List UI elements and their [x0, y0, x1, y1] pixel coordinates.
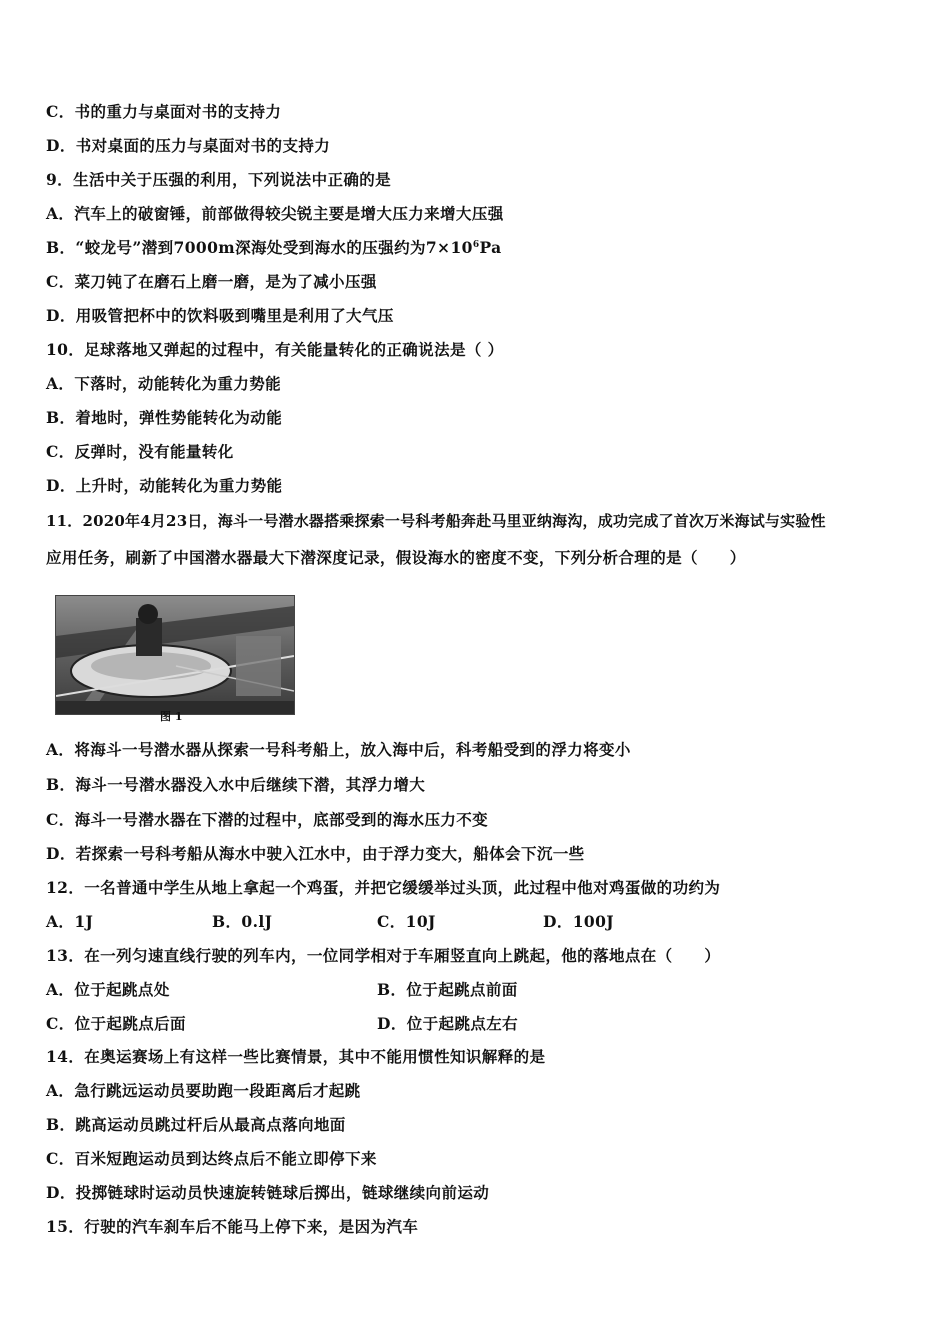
q13-option-c: C．位于起跳点后面	[46, 1014, 186, 1033]
q10-option-d: D．上升时，动能转化为重力势能	[46, 476, 283, 495]
q12-option-a: A．1J	[46, 912, 94, 931]
q14-option-d: D．投掷链球时运动员快速旋转链球后掷出，链球继续向前运动	[46, 1183, 490, 1202]
q11-option-c: C．海斗一号潜水器在下潜的过程中，底部受到的海水压力不变	[46, 810, 489, 829]
q11-stem-line1: 11．2020年4月23日，海斗一号潜水器搭乘探索一号科考船奔赴马里亚纳海沟，成功完成了首次万米海试与实验性	[46, 512, 826, 530]
q10-option-a: A．下落时，动能转化为重力势能	[46, 374, 282, 393]
photo-caption: 图 1	[160, 710, 183, 723]
q14-option-a: A．急行跳远运动员要助跑一段距离后才起跳	[46, 1081, 361, 1100]
q10-stem: 10．足球落地又弹起的过程中，有关能量转化的正确说法是（ ）	[46, 340, 504, 359]
q13-option-a: A．位于起跳点处	[46, 980, 170, 999]
q9-option-b	[46, 238, 502, 258]
q12-stem: 12．一名普通中学生从地上拿起一个鸡蛋，并把它缓缓举过头顶，此过程中他对鸡蛋做的功约为	[46, 878, 721, 897]
q14-option-b: B．跳高运动员跳过杆后从最高点落向地面	[46, 1115, 346, 1134]
q11-option-a: A．将海斗一号潜水器从探索一号科考船上，放入海中后，科考船受到的浮力将变小	[46, 740, 631, 759]
q9-option-a: A．汽车上的破窗锤，前部做得较尖锐主要是增大压力来增大压强	[46, 204, 504, 223]
q14-option-c: C．百米短跑运动员到达终点后不能立即停下来	[46, 1149, 377, 1168]
submersible-photo	[55, 595, 295, 715]
q14-stem: 14．在奥运赛场上有这样一些比赛情景，其中不能用惯性知识解释的是	[46, 1047, 546, 1066]
q10-option-b: B．着地时，弹性势能转化为动能	[46, 408, 283, 427]
q9-option-b-unit: Pa	[479, 238, 502, 257]
q13-stem: 13．在一列匀速直线行驶的列车内，一位同学相对于车厢竖直向上跳起，他的落地点在（ ）	[46, 946, 721, 965]
submersible-photo-graphic	[56, 596, 294, 714]
q9-option-b-exponent: 6	[472, 239, 480, 250]
q9-option-d: D．用吸管把杯中的饮料吸到嘴里是利用了大气压	[46, 306, 394, 325]
q12-option-d: D．100J	[543, 912, 615, 931]
q9-option-b-text: B．“蛟龙号”潜到7000m深海处受到海水的压强约为7×10	[46, 238, 473, 257]
q12-option-b: B．0.lJ	[212, 912, 273, 931]
q11-stem-line2: 应用任务，刷新了中国潜水器最大下潜深度记录，假设海水的密度不变，下列分析合理的是（ ）	[46, 548, 746, 567]
q11-option-b: B．海斗一号潜水器没入水中后继续下潜，其浮力增大	[46, 775, 426, 794]
q12-option-c: C．10J	[377, 912, 436, 931]
q13-option-d: D．位于起跳点左右	[377, 1014, 519, 1033]
q13-option-b: B．位于起跳点前面	[377, 980, 518, 999]
q9-option-c: C．菜刀钝了在磨石上磨一磨，是为了减小压强	[46, 272, 377, 291]
q9-stem: 9．生活中关于压强的利用，下列说法中正确的是	[46, 170, 392, 189]
q8-option-c: C．书的重力与桌面对书的支持力	[46, 102, 282, 121]
q8-option-d: D．书对桌面的压力与桌面对书的支持力	[46, 136, 331, 155]
q15-stem: 15．行驶的汽车刹车后不能马上停下来，是因为汽车	[46, 1217, 419, 1236]
q11-option-d: D．若探索一号科考船从海水中驶入江水中，由于浮力变大，船体会下沉一些	[46, 844, 585, 863]
q10-option-c: C．反弹时，没有能量转化	[46, 442, 234, 461]
